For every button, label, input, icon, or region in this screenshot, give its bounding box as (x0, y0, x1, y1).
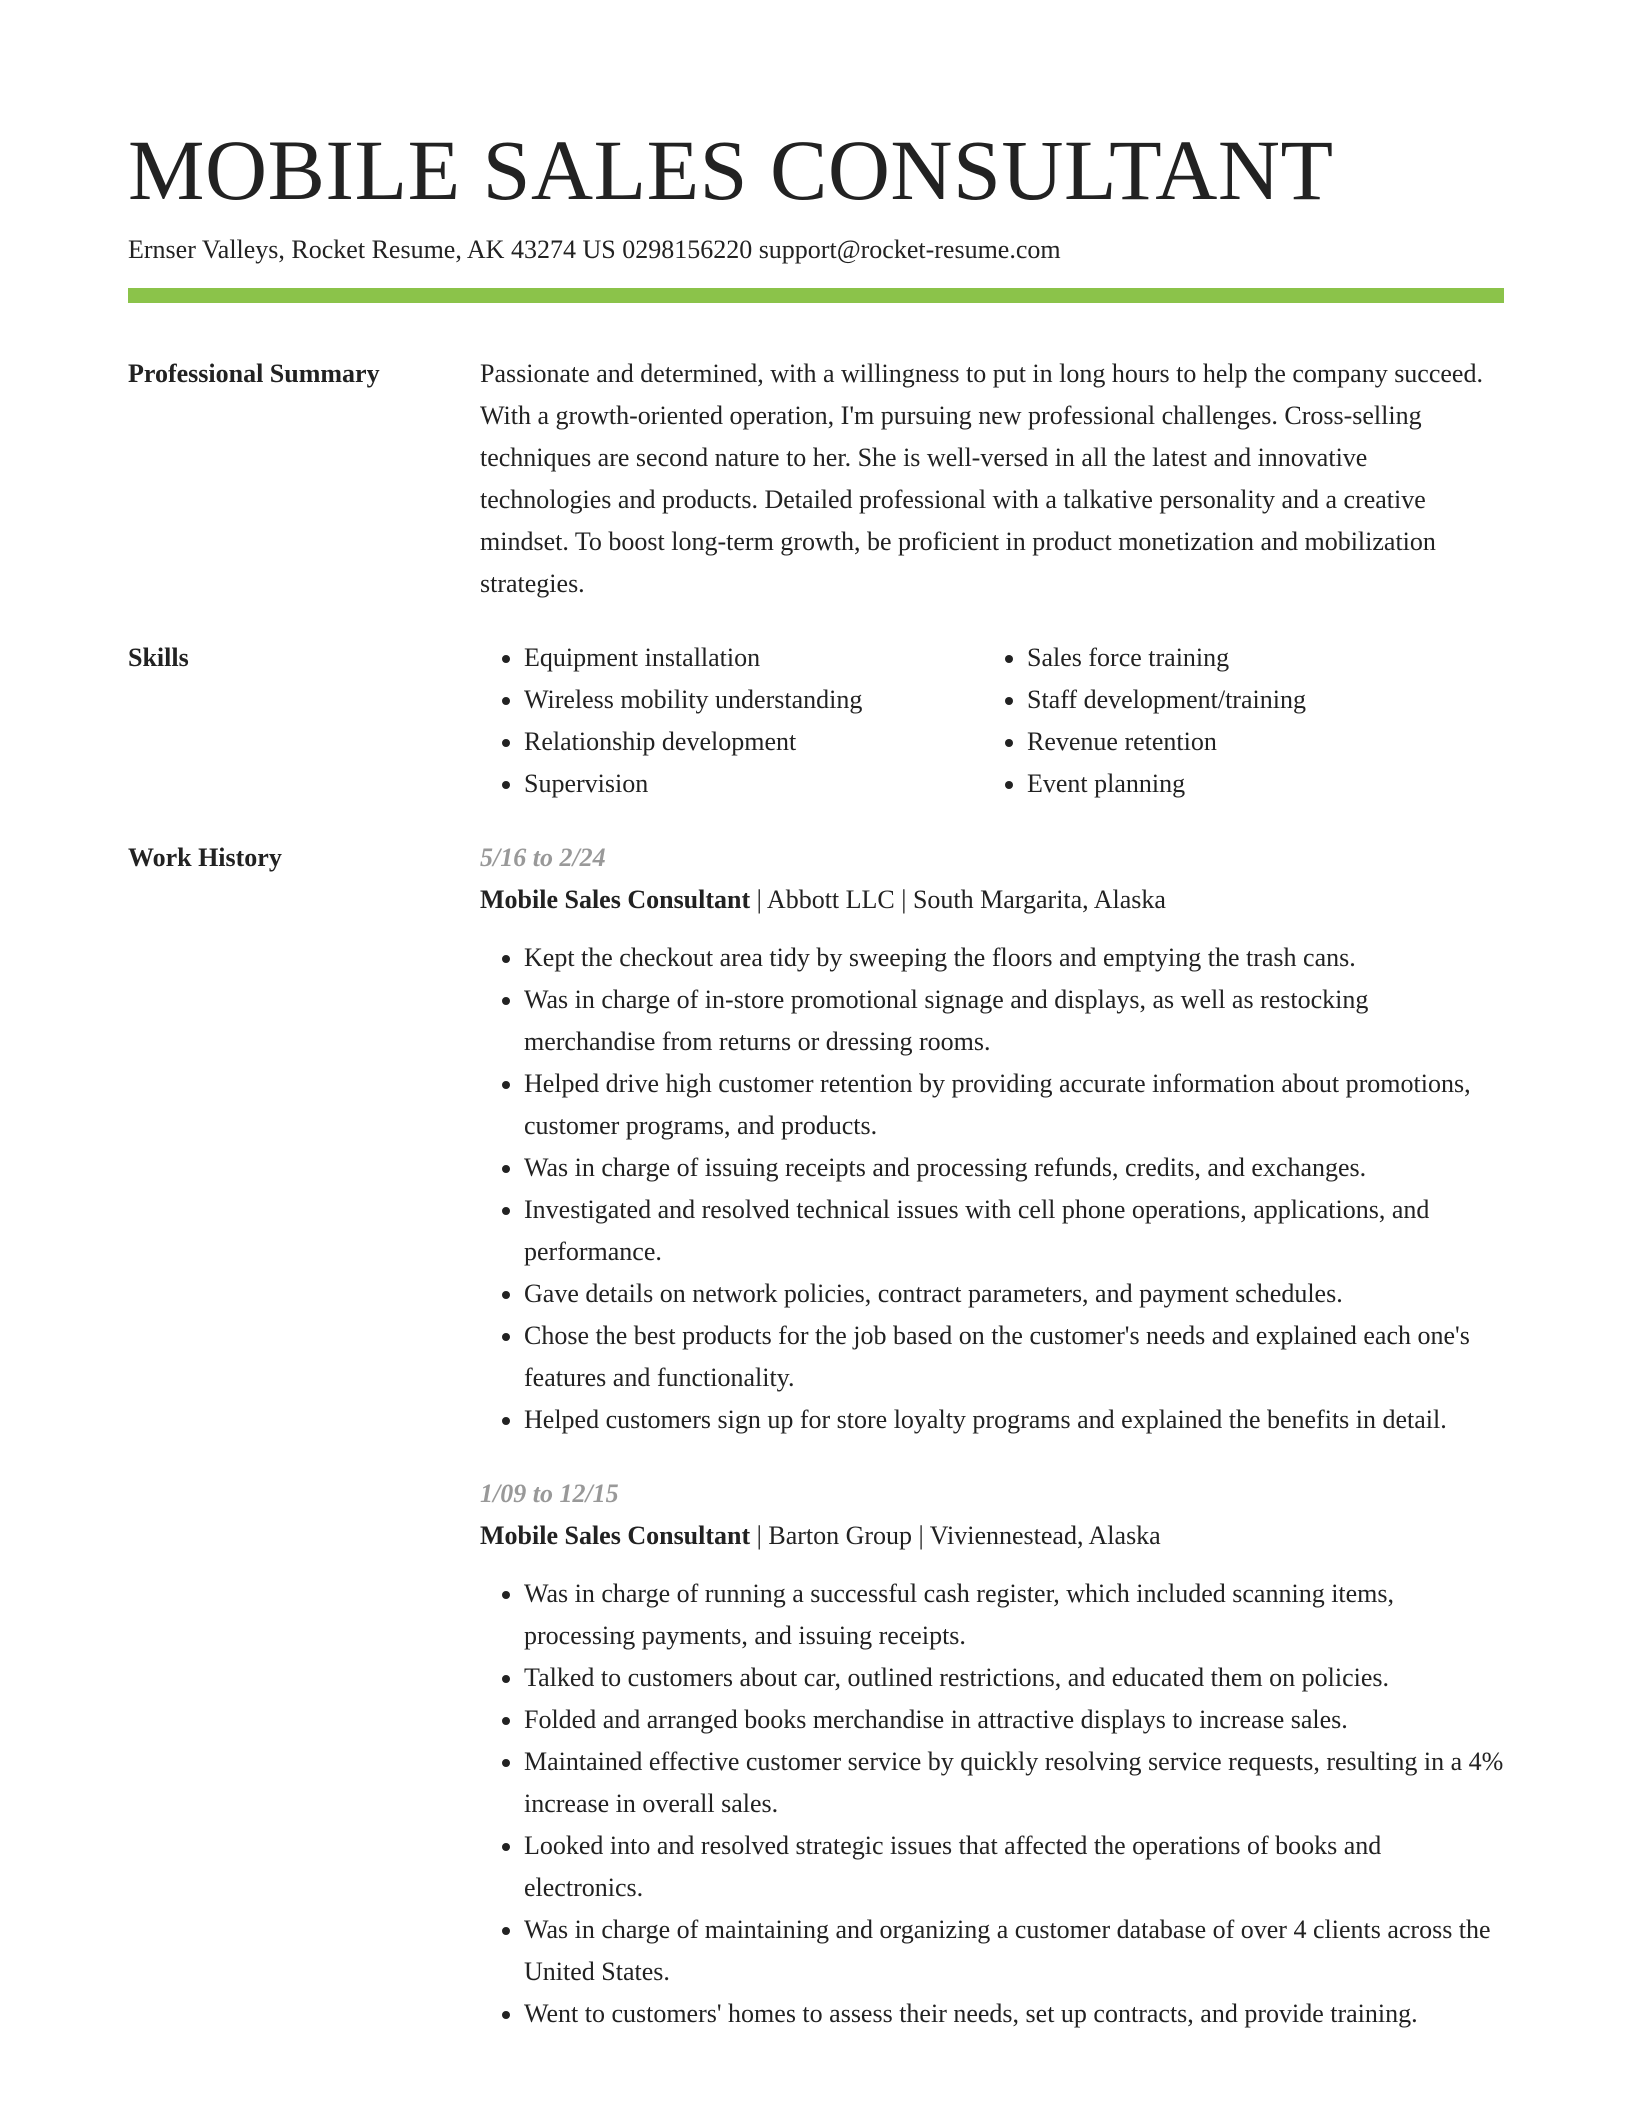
skills-grid (480, 637, 1504, 805)
skill-item: • Sales force training (1027, 637, 1486, 679)
accent-divider (128, 288, 1504, 303)
summary-section (128, 353, 1504, 605)
duty-item: • Was in charge of in-store promotional signage and displays, as well as restocking merchandise from returns or dressing rooms. (524, 979, 1504, 1063)
duty-item: • Gave details on network policies, contract parameters, and payment schedules. (524, 1273, 1504, 1315)
skill-item: • Supervision (524, 763, 983, 805)
summary-heading: Professional Summary (128, 359, 380, 388)
duty-item: • Went to customers' homes to assess their needs, set up contracts, and provide training. (524, 1993, 1504, 2035)
job-dates: 5/16 to 2/24 (480, 843, 606, 872)
job-heading (480, 879, 1504, 921)
skill-item: • Staff development/training (1027, 679, 1486, 721)
work-history-heading: Work History (128, 843, 282, 872)
skill-item: • Revenue retention (1027, 721, 1486, 763)
job-dates: 1/09 to 12/15 (480, 1479, 619, 1508)
contact-line: Ernser Valleys, Rocket Resume, AK 43274 US 0298156220 support@rocket-resume.com (128, 235, 1061, 264)
summary-text: Passionate and determined, with a willingness to put in long hours to help the company succeed. With a growth-oriented operation, I'm pursuing new professional challenges. Cross-selling techniques are second nature to her. She is well-versed in all the latest and innovative technologies and products. Detailed professional with a talkative personality and a creative mindset. To boost long-term growth, be proficient in product monetization and mobilization strategies. (480, 359, 1483, 598)
skills-section (128, 637, 1504, 805)
job-entry (480, 1473, 1504, 2035)
duty-item: • Kept the checkout area tidy by sweeping the floors and emptying the trash cans. (524, 937, 1504, 979)
resume-name: MOBILE SALES CONSULTANT (128, 122, 1334, 218)
duty-item: • Was in charge of maintaining and organizing a customer database of over 4 clients across the United States. (524, 1909, 1504, 1993)
duty-item: • Chose the best products for the job based on the customer's needs and explained each one's features and functionality. (524, 1315, 1504, 1399)
skills-column-right (983, 637, 1486, 805)
job-duties-list (480, 937, 1504, 1441)
duty-item: • Helped customers sign up for store loyalty programs and explained the benefits in detail. (524, 1399, 1504, 1441)
skills-heading: Skills (128, 643, 189, 672)
skills-column-left (480, 637, 983, 805)
job-entry (480, 837, 1504, 1441)
work-history-section (128, 837, 1504, 2035)
duty-item: • Maintained effective customer service by quickly resolving service requests, resulting in a 4% increase in overall sales. (524, 1741, 1504, 1825)
skill-item: • Relationship development (524, 721, 983, 763)
skill-item: • Equipment installation (524, 637, 983, 679)
resume-page (128, 120, 1504, 2035)
job-duties-list (480, 1573, 1504, 2035)
duty-item: • Helped drive high customer retention by providing accurate information about promotions, customer programs, and products. (524, 1063, 1504, 1147)
job-title: Mobile Sales Consultant (480, 1521, 751, 1550)
duty-item: • Talked to customers about car, outlined restrictions, and educated them on policies. (524, 1657, 1504, 1699)
job-heading (480, 1515, 1504, 1557)
skill-item: • Wireless mobility understanding (524, 679, 983, 721)
job-employer-location: | Barton Group | Viviennestead, Alaska (750, 1521, 1161, 1550)
job-title: Mobile Sales Consultant (480, 885, 751, 914)
duty-item: • Was in charge of running a successful cash register, which included scanning items, processing payments, and issuing receipts. (524, 1573, 1504, 1657)
duty-item: • Was in charge of issuing receipts and processing refunds, credits, and exchanges. (524, 1147, 1504, 1189)
skill-item: • Event planning (1027, 763, 1486, 805)
duty-item: • Investigated and resolved technical issues with cell phone operations, applications, and performance. (524, 1189, 1504, 1273)
duty-item: • Folded and arranged books merchandise in attractive displays to increase sales. (524, 1699, 1504, 1741)
duty-item: • Looked into and resolved strategic issues that affected the operations of books and electronics. (524, 1825, 1504, 1909)
job-employer-location: | Abbott LLC | South Margarita, Alaska (750, 885, 1166, 914)
